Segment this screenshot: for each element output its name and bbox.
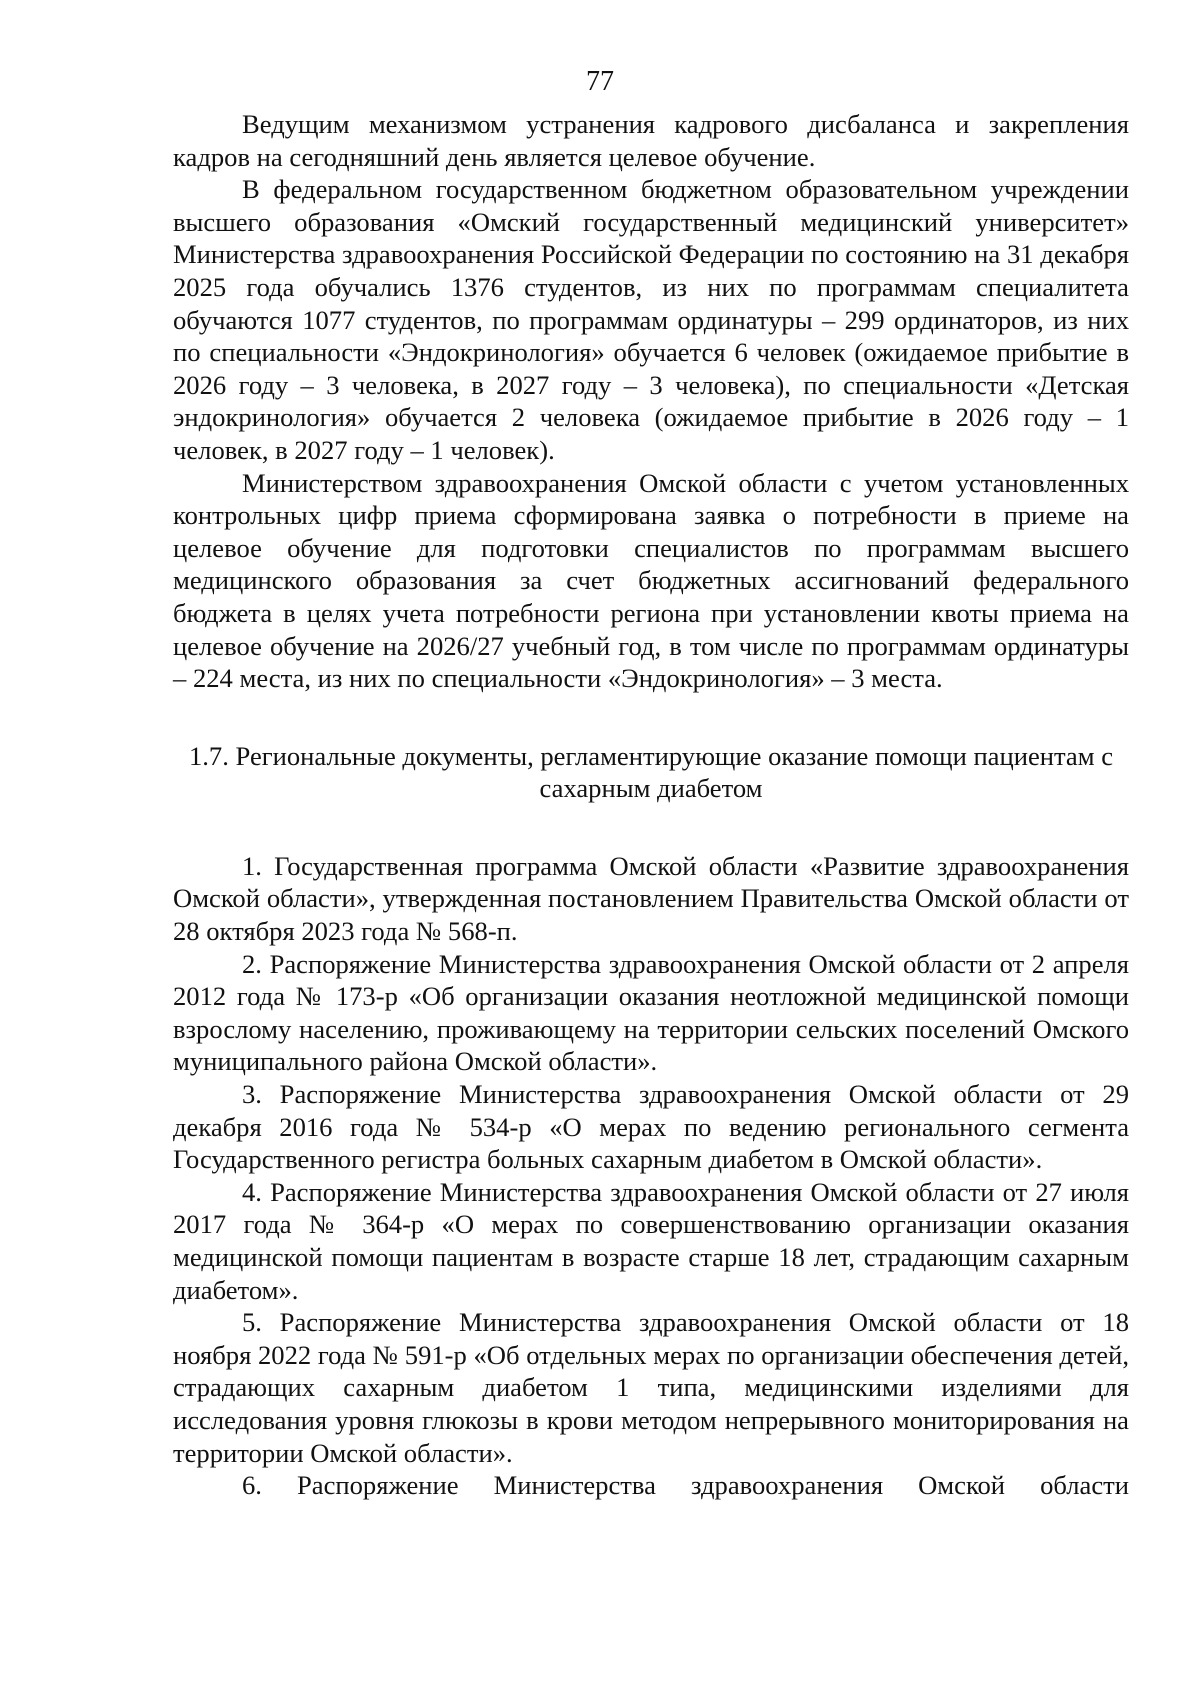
list-item: 2. Распоряжение Министерства здравоохранения Омской области от 2 апреля 2012 года № 173-р «Об организации оказания неотложной медицинской помощи взрослому населению, проживающему на территории сельских поселений Омского муниципального района Омской области». <box>173 948 1129 1077</box>
section-heading: 1.7. Региональные документы, регламентирующие оказание помощи пациентам с сахарным диабетом <box>188 740 1114 804</box>
paragraph-targeted-training: Ведущим механизмом устранения кадрового дисбаланса и закрепления кадров на сегодняшний день является целевое обучение. <box>173 109 1129 172</box>
list-item: 6. Распоряжение Министерства здравоохранения Омской области <box>242 1470 1129 1501</box>
list-item: 3. Распоряжение Министерства здравоохранения Омской области от 29 декабря 2016 года № 534-р «О мерах по ведению регионального сегмента Государственного регистра больных сахарным диабетом в Омской области». <box>173 1079 1129 1175</box>
list-item: 5. Распоряжение Министерства здравоохранения Омской области от 18 ноября 2022 года № 591-р «Об отдельных мерах по организации обеспечения детей, страдающих сахарным диабетом 1 типа, медицинскими изделиями для исследования уровня глюкозы в крови методом непрерывного мониторирования на территории Омской области». <box>173 1307 1129 1468</box>
list-item: 1. Государственная программа Омской области «Развитие здравоохранения Омской области», утвержденная постановлением Правительства Омской области от 28 октября 2023 года № 568-п. <box>173 850 1129 947</box>
page-number: 77 <box>586 66 614 97</box>
document-body <box>173 108 1129 1502</box>
paragraph-university-students: В федеральном государственном бюджетном образовательном учреждении высшего образования «Омский государственный медицинский университет» Министерства здравоохранения Российской Федерации по состоянию на 31 декабря 2025 года обучались 1376 студентов, из них по программам специалитета обучаются 1077 студентов, по программам ординатуры – 299 ординаторов, из них по специальности «Эндокринология» обучается 6 человек (ожидаемое прибытие в 2026 году – 3 человека, в 2027 году – 3 человека), по специальности «Детская эндокринология» обучается 2 человека (ожидаемое прибытие в 2026 году – 1 человек, в 2027 году – 1 человек). <box>173 174 1129 465</box>
list-item: 4. Распоряжение Министерства здравоохранения Омской области от 27 июля 2017 года № 364-р «О мерах по совершенствованию организации оказания медицинской помощи пациентам в возрасте старше 18 лет, страдающим сахарным диабетом». <box>173 1176 1129 1305</box>
paragraph-ministry-quota: Министерством здравоохранения Омской области с учетом установленных контрольных цифр приема сформирована заявка о потребности в приеме на целевое обучение для подготовки специалистов по программам высшего медицинского образования за счет бюджетных ассигнований федерального бюджета в целях учета потребности региона при установлении квоты приема на целевое обучение на 2026/27 учебный год, в том числе по программам ординатуры – 224 места, из них по специальности «Эндокринология» – 3 места. <box>173 467 1129 694</box>
